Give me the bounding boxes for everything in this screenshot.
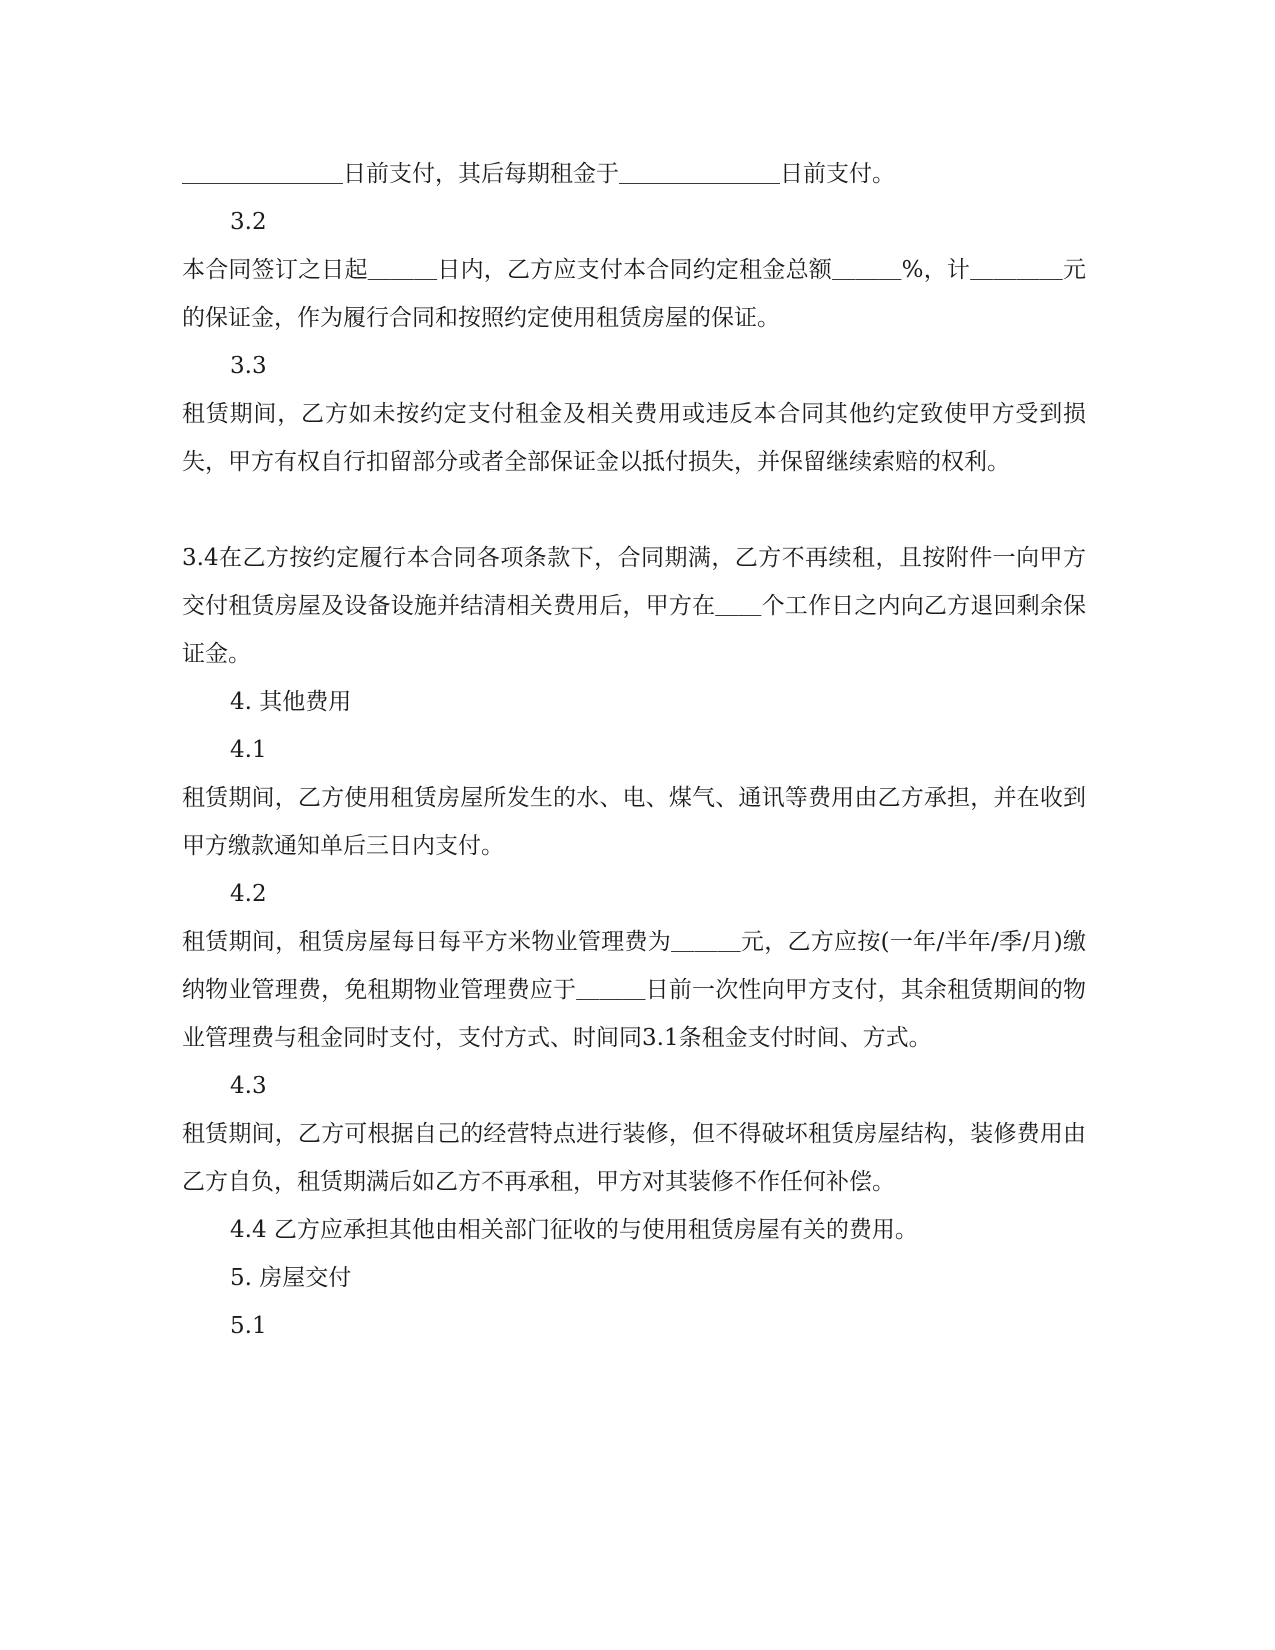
paragraph-spacer (182, 486, 1086, 534)
section-heading-house-delivery: 5. 房屋交付 (230, 1265, 352, 1291)
paragraph-deposit-refund: 3.4在乙方按约定履行本合同各项条款下，合同期满，乙方不再续租，且按附件一向甲方交付租赁房屋及设备设施并结清相关费用后，甲方在＿＿个工作日之内向乙方退回剩余保证金。 (182, 545, 1086, 667)
paragraph-property-management-fee: 租赁期间，租赁房屋每日每平方米物业管理费为＿＿＿元，乙方应按(一年/半年/季/月)缴纳物业管理费，免租期物业管理费应于＿＿＿日前一次性向甲方支付，其余租赁期间的物业管理费与租金同时支付，支付方式、时间同3.1条租金支付时间、方式。 (182, 929, 1086, 1051)
section-heading-other-fees: 4. 其他费用 (230, 689, 352, 715)
paragraph-deposit-deduction: 租赁期间，乙方如未按约定支付租金及相关费用或违反本合同其他约定致使甲方受到损失，甲方有权自行扣留部分或者全部保证金以抵付损失，并保留继续索赔的权利。 (182, 401, 1086, 475)
document-body (182, 150, 1086, 1350)
clause-number-4-3: 4.3 (230, 1073, 267, 1099)
clause-number-5-1: 5.1 (230, 1313, 267, 1339)
clause-number-4-1: 4.1 (230, 737, 267, 763)
paragraph-rent-payment-dates: ＿＿＿＿＿＿＿日前支付，其后每期租金于＿＿＿＿＿＿＿日前支付。 (182, 161, 895, 187)
clause-number-3-2: 3.2 (230, 209, 267, 235)
paragraph-deposit-payment: 本合同签订之日起＿＿＿日内，乙方应支付本合同约定租金总额＿＿＿%，计＿＿＿＿元的保证金，作为履行合同和按照约定使用租赁房屋的保证。 (182, 257, 1086, 331)
paragraph-utility-fees: 租赁期间，乙方使用租赁房屋所发生的水、电、煤气、通讯等费用由乙方承担，并在收到甲方缴款通知单后三日内支付。 (182, 785, 1086, 859)
clause-number-3-3: 3.3 (230, 353, 267, 379)
paragraph-decoration: 租赁期间，乙方可根据自己的经营特点进行装修，但不得破坏租赁房屋结构，装修费用由乙方自负，租赁期满后如乙方不再承租，甲方对其装修不作任何补偿。 (182, 1121, 1086, 1195)
clause-4-4-other-charges: 4.4 乙方应承担其他由相关部门征收的与使用租赁房屋有关的费用。 (230, 1217, 918, 1243)
clause-number-4-2: 4.2 (230, 881, 267, 907)
